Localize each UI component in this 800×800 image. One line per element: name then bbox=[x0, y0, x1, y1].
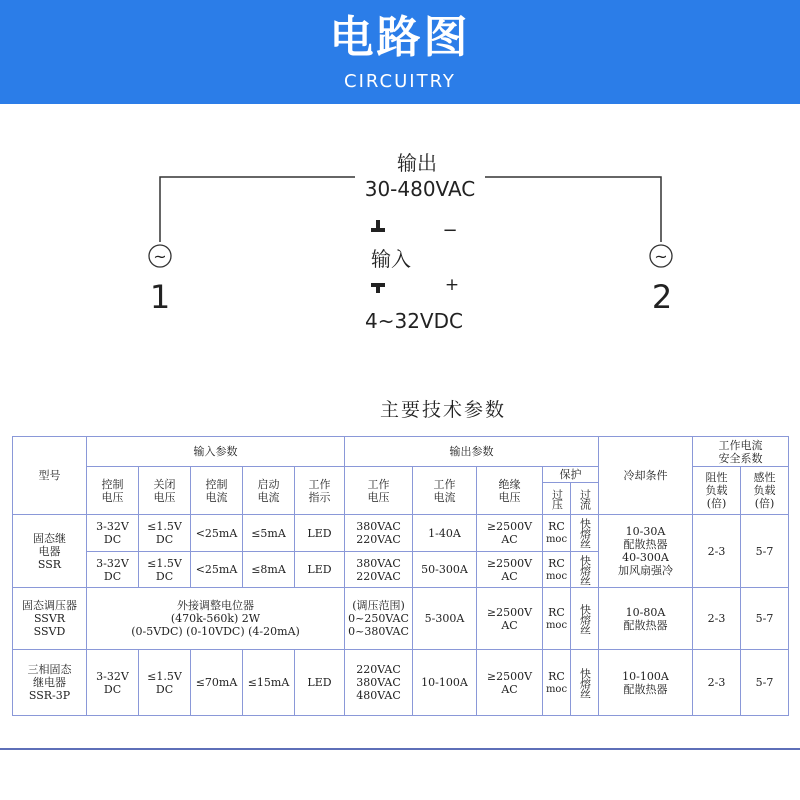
ssr3p-inductive: 5-7 bbox=[741, 650, 789, 716]
table-header-row bbox=[13, 437, 789, 467]
ssr-indicator: LED bbox=[295, 515, 345, 552]
ssr3p-cooling bbox=[599, 650, 693, 716]
cell-vertical-text: 快熔丝 bbox=[578, 603, 592, 634]
cell-line: ≥2500V bbox=[486, 605, 533, 619]
cell-line: 配散热器 bbox=[623, 682, 668, 696]
cell-line: 0~250VAC bbox=[348, 612, 409, 625]
header-line: (倍) bbox=[706, 497, 727, 510]
wire-right bbox=[485, 177, 661, 242]
cell-line: (470k-560k) 2W bbox=[170, 612, 261, 625]
ssr-start-current: ≤8mA bbox=[243, 552, 295, 588]
cell-line: 10-100A bbox=[622, 669, 669, 683]
ssvr-input bbox=[87, 588, 345, 650]
ssr3p-work-current: 10-100A bbox=[413, 650, 477, 716]
cell-line: 三相固态 bbox=[27, 663, 72, 676]
cell-line: moc bbox=[545, 534, 568, 545]
header-off-voltage bbox=[139, 467, 191, 515]
cell-line: 3-32V bbox=[96, 556, 129, 570]
ssr-control-voltage bbox=[87, 552, 139, 588]
ssr3p-control-current: ≤70mA bbox=[191, 650, 243, 716]
plus-sign: + bbox=[444, 275, 460, 295]
ssr-insulation bbox=[477, 515, 543, 552]
cell-line: SSVR bbox=[33, 612, 66, 625]
cell-line: DC bbox=[155, 533, 174, 546]
minus-sign: − bbox=[442, 220, 458, 241]
table-row bbox=[13, 650, 789, 716]
header-overvoltage-text: 过压 bbox=[550, 488, 564, 509]
cell-vertical-text: 快熔丝 bbox=[578, 518, 592, 548]
circuit-diagram bbox=[0, 104, 800, 364]
ssr3p-overvoltage bbox=[543, 650, 571, 716]
bottom-divider bbox=[0, 748, 800, 750]
cell-line: ≤1.5V bbox=[147, 520, 182, 533]
table-row bbox=[13, 588, 789, 650]
ac-symbol-left: ~ bbox=[153, 247, 167, 266]
cell-line: RC bbox=[548, 520, 565, 533]
ssvr-resistive: 2-3 bbox=[693, 588, 741, 650]
ssr-off-voltage bbox=[139, 515, 191, 552]
header-line: 控制 bbox=[205, 477, 228, 491]
header-work-indicator bbox=[295, 467, 345, 515]
cell-line: 0~380VAC bbox=[348, 625, 409, 638]
cell-line: 电器 bbox=[38, 544, 61, 558]
ssr-overvoltage bbox=[543, 552, 571, 588]
header-cooling: 冷却条件 bbox=[599, 437, 693, 515]
cell-line: ≥2500V bbox=[486, 669, 533, 683]
header-line: (倍) bbox=[754, 497, 775, 510]
wire-left bbox=[160, 177, 355, 242]
header-safety-line2: 安全系数 bbox=[718, 451, 763, 465]
ssr3p-off-voltage bbox=[139, 650, 191, 716]
cell-line: 3-32V bbox=[96, 669, 129, 683]
terminal-1-label: 1 bbox=[149, 278, 171, 316]
ssr-work-voltage bbox=[345, 552, 413, 588]
spec-table-wrapper bbox=[12, 436, 788, 716]
cell-vertical-text: 快熔丝 bbox=[578, 554, 592, 585]
cell-line: ≥2500V bbox=[486, 556, 533, 570]
header-resistive-load bbox=[693, 467, 741, 515]
cell-line: 220VAC bbox=[356, 533, 401, 546]
header-control-voltage bbox=[87, 467, 139, 515]
ssr3p-model bbox=[13, 650, 87, 716]
header-control-current bbox=[191, 467, 243, 515]
cell-line: DC bbox=[155, 682, 174, 696]
cell-line: 10-80A bbox=[625, 605, 666, 619]
cell-line: AC bbox=[501, 533, 518, 546]
cell-line: ≤1.5V bbox=[147, 669, 182, 683]
cell-line: RC bbox=[548, 669, 565, 683]
terminal-2-label: 2 bbox=[651, 278, 673, 316]
cell-line: SSR-3P bbox=[28, 689, 71, 702]
cell-vertical-text: 快熔丝 bbox=[578, 667, 592, 698]
cell-line: ≥2500V bbox=[486, 520, 533, 533]
cell-line: 配散热器 bbox=[623, 538, 668, 551]
ssr3p-work-voltage bbox=[345, 650, 413, 716]
ssvr-model bbox=[13, 588, 87, 650]
header-line: 负载 bbox=[753, 484, 776, 497]
header-line: 电压 bbox=[101, 490, 124, 504]
cell-line: 3-32V bbox=[96, 520, 129, 533]
cell-line: RC bbox=[548, 605, 565, 619]
ssvr-cooling bbox=[599, 588, 693, 650]
cell-line: 继电器 bbox=[33, 676, 66, 689]
ssr-overcurrent bbox=[571, 552, 599, 588]
ssvr-overvoltage bbox=[543, 588, 571, 650]
ssr-overvoltage bbox=[543, 515, 571, 552]
header-line: 工作 bbox=[433, 477, 456, 491]
input-value: 4~32VDC bbox=[365, 309, 463, 333]
header-safety bbox=[693, 437, 789, 467]
cell-line: AC bbox=[501, 569, 518, 583]
cell-line: moc bbox=[545, 570, 568, 582]
header-input-params: 输入参数 bbox=[87, 437, 345, 467]
input-terminal-plus-stem-icon bbox=[376, 283, 380, 293]
cell-line: DC bbox=[103, 569, 122, 583]
cell-line: (调压范围) bbox=[352, 599, 405, 612]
header-safety-line1: 工作电流 bbox=[718, 438, 763, 452]
header-protection: 保护 bbox=[543, 467, 599, 483]
ssr-start-current: ≤5mA bbox=[243, 515, 295, 552]
header-overcurrent-text: 过流 bbox=[578, 488, 592, 509]
cell-line: 480VAC bbox=[356, 689, 401, 702]
cell-line: moc bbox=[545, 619, 568, 631]
cell-line: DC bbox=[155, 569, 174, 583]
table-row bbox=[13, 515, 789, 552]
cell-line: 380VAC bbox=[356, 676, 401, 689]
header-banner bbox=[0, 0, 800, 104]
cell-line: 配散热器 bbox=[623, 618, 668, 632]
ssr-work-voltage bbox=[345, 515, 413, 552]
ssr-work-current: 1-40A bbox=[413, 515, 477, 552]
ssr-model bbox=[13, 515, 87, 588]
page-title: 电路图 bbox=[329, 12, 471, 63]
header-model: 型号 bbox=[13, 437, 87, 515]
cell-line: 380VAC bbox=[356, 520, 401, 533]
spec-table bbox=[12, 436, 789, 716]
ssr3p-start-current: ≤15mA bbox=[243, 650, 295, 716]
cell-line: DC bbox=[103, 682, 122, 696]
ssvr-inductive: 5-7 bbox=[741, 588, 789, 650]
ssr-cooling bbox=[599, 515, 693, 588]
header-line: 工作 bbox=[308, 477, 331, 491]
ssr3p-overcurrent bbox=[571, 650, 599, 716]
header-line: 电流 bbox=[257, 490, 280, 504]
header-insulation-voltage bbox=[477, 467, 543, 515]
header-work-current bbox=[413, 467, 477, 515]
ssr-control-current: <25mA bbox=[191, 552, 243, 588]
header-line: 电压 bbox=[367, 490, 390, 504]
input-label: 输入 bbox=[371, 247, 411, 271]
section-title: 主要技术参数 bbox=[379, 399, 506, 421]
cell-line: (0-5VDC) (0-10VDC) (4-20mA) bbox=[131, 625, 300, 638]
cell-line: moc bbox=[545, 683, 568, 695]
ac-symbol-right: ~ bbox=[654, 247, 668, 266]
header-line: 绝缘 bbox=[498, 477, 521, 491]
output-value: 30-480VAC bbox=[364, 177, 476, 201]
cell-line: 固态继 bbox=[33, 531, 66, 545]
cell-line: AC bbox=[501, 618, 518, 632]
header-overcurrent bbox=[571, 483, 599, 515]
cell-line: SSR bbox=[37, 557, 62, 571]
ssr-off-voltage bbox=[139, 552, 191, 588]
cell-line: DC bbox=[103, 533, 122, 546]
header-line: 阻性 bbox=[705, 471, 728, 484]
cell-line: 220VAC bbox=[356, 569, 401, 583]
header-inductive-load bbox=[741, 467, 789, 515]
cell-line: 40-300A bbox=[622, 551, 669, 564]
header-line: 电流 bbox=[205, 490, 228, 504]
header-overvoltage bbox=[543, 483, 571, 515]
cell-line: RC bbox=[548, 556, 565, 570]
ssr-overcurrent bbox=[571, 515, 599, 552]
ssvr-overcurrent bbox=[571, 588, 599, 650]
header-work-voltage bbox=[345, 467, 413, 515]
ssr-indicator: LED bbox=[295, 552, 345, 588]
ssr-control-voltage bbox=[87, 515, 139, 552]
cell-line: 380VAC bbox=[356, 556, 401, 570]
header-output-params: 输出参数 bbox=[345, 437, 599, 467]
input-terminal-minus-stem-icon bbox=[376, 220, 380, 230]
cell-line: 外接调整电位器 bbox=[177, 599, 254, 612]
header-line: 电流 bbox=[433, 490, 456, 504]
header-line: 电压 bbox=[498, 490, 521, 504]
cell-line: 10-30A bbox=[625, 525, 666, 538]
page-subtitle: CIRCUITRY bbox=[344, 71, 456, 92]
header-line: 指示 bbox=[308, 490, 331, 504]
ssr-control-current: <25mA bbox=[191, 515, 243, 552]
ssr-inductive: 5-7 bbox=[741, 515, 789, 588]
ssr3p-insulation bbox=[477, 650, 543, 716]
ssvr-work-current: 5-300A bbox=[413, 588, 477, 650]
ssvr-insulation bbox=[477, 588, 543, 650]
cell-line: 加风扇强冷 bbox=[618, 564, 673, 577]
header-line: 控制 bbox=[101, 477, 124, 491]
cell-line: SSVD bbox=[33, 625, 66, 638]
header-line: 感性 bbox=[753, 471, 776, 484]
header-line: 电压 bbox=[153, 490, 176, 504]
ssr-resistive: 2-3 bbox=[693, 515, 741, 588]
output-label: 输出 bbox=[397, 151, 437, 175]
cell-line: AC bbox=[501, 682, 518, 696]
ssvr-work-voltage bbox=[345, 588, 413, 650]
header-line: 工作 bbox=[367, 477, 390, 491]
ssr3p-control-voltage bbox=[87, 650, 139, 716]
header-line: 关闭 bbox=[153, 477, 176, 491]
cell-line: 220VAC bbox=[356, 663, 401, 676]
header-start-current bbox=[243, 467, 295, 515]
cell-line: ≤1.5V bbox=[147, 556, 182, 570]
ssr3p-indicator: LED bbox=[295, 650, 345, 716]
header-line: 启动 bbox=[257, 477, 280, 491]
cell-line: 固态调压器 bbox=[22, 599, 77, 612]
ssr-work-current: 50-300A bbox=[413, 552, 477, 588]
ssr3p-resistive: 2-3 bbox=[693, 650, 741, 716]
header-line: 负载 bbox=[705, 484, 728, 497]
ssr-insulation bbox=[477, 552, 543, 588]
